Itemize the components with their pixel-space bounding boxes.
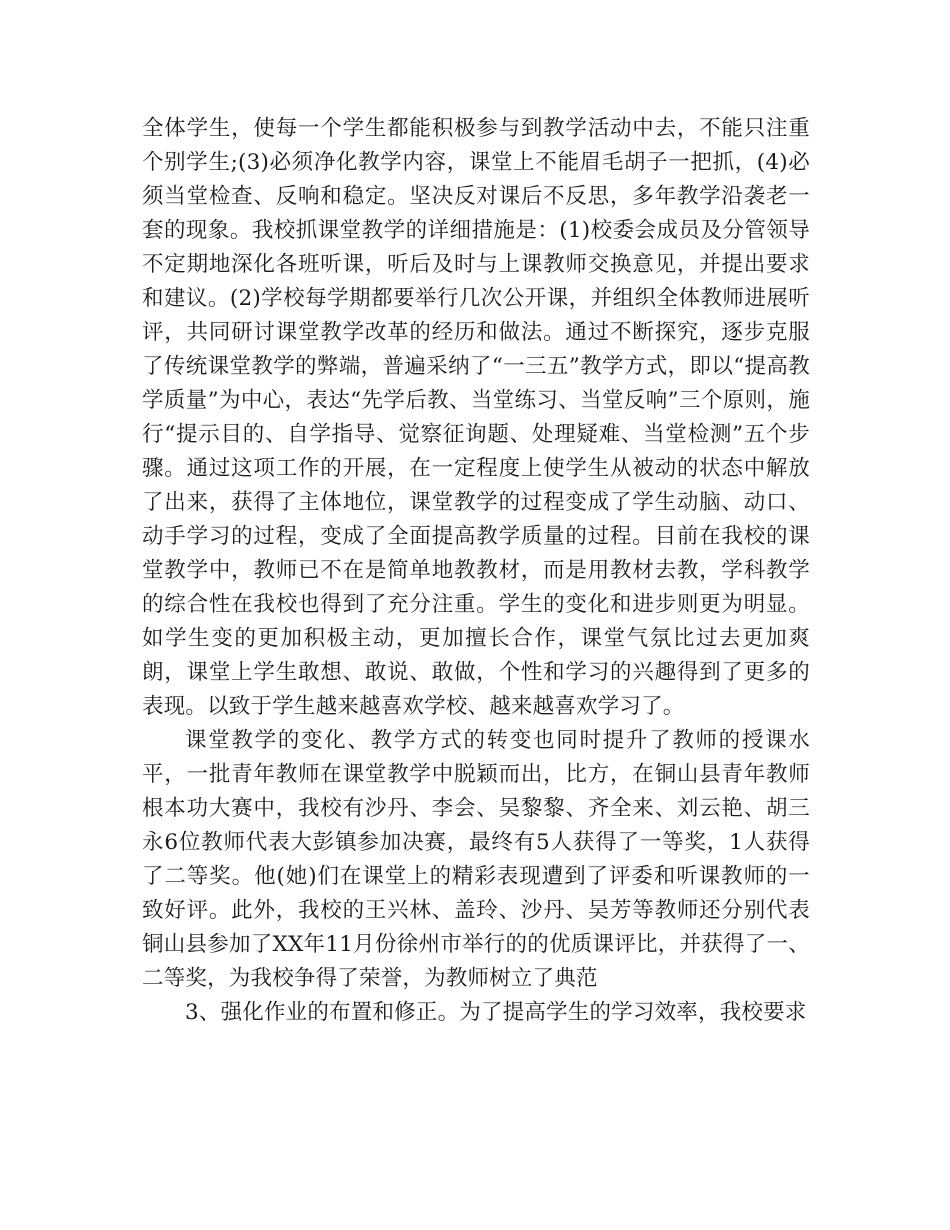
paragraph-classroom-teaching: 全体学生，使每一个学生都能积极参与到教学活动中去，不能只注重个别学生;(3)必须净化教学内容，课堂上不能眉毛胡子一把抓，(4)必须当堂检查、反响和稳定。坚决反对课后不反思，多年教学沿袭老一套的现象。我校抓课堂教学的详细措施是：(1)校委会成员及分管领导不定期地深化各班听课，听后及时与上课教师交换意见，并提出要求和建议。(2)学校每学期都要举行几次公开课，并组织全体教师进展听评，共同研讨课堂教学改革的经历和做法。通过不断探究，逐步克服了传统课堂教学的弊端，普遍采纳了“一三五”教学方式，即以“提高教学质量”为中心，表达“先学后教、当堂练习、当堂反响”三个原则，施行“提示目的、自学指导、觉察征询题、处理疑难、当堂检测”五个步骤。通过这项工作的开展，在一定程度上使学生从被动的状态中解放了出来，获得了主体地位，课堂教学的过程变成了学生动脑、动口、动手学习的过程，变成了全面提高教学质量的过程。目前在我校的课堂教学中，教师已不在是简单地教教材，而是用教材去教，学科教学的综合性在我校也得到了充分注重。学生的变化和进步则更为明显。如学生变的更加积极主动，更加擅长合作，课堂气氛比过去更加爽朗，课堂上学生敢想、敢说、敢做，个性和学习的兴趣得到了更多的表现。以致于学生越来越喜欢学校、越来越喜欢学习了。 [142,116,810,719]
document-body [142,112,810,1030]
paragraph-homework: 3、强化作业的布置和修正。为了提高学生的学习效率，我校要求 [185,1000,807,1025]
paragraph-teacher-improvement: 课堂教学的变化、教学方式的转变也同时提升了教师的授课水平，一批青年教师在课堂教学中脱颖而出，比方，在铜山县青年教师根本功大赛中，我校有沙丹、李会、吴黎黎、齐全来、刘云艳、胡三永6位教师代表大彭镇参加决赛，最终有5人获得了一等奖，1人获得了二等奖。他(她)们在课堂上的精彩表现遭到了评委和听课教师的一致好评。此外，我校的王兴林、盖玲、沙丹、吴芳等教师还分别代表铜山县参加了XX年11月份徐州市举行的的优质课评比，并获得了一、二等奖，为我校争得了荣誉，为教师树立了典范 [142,728,810,991]
